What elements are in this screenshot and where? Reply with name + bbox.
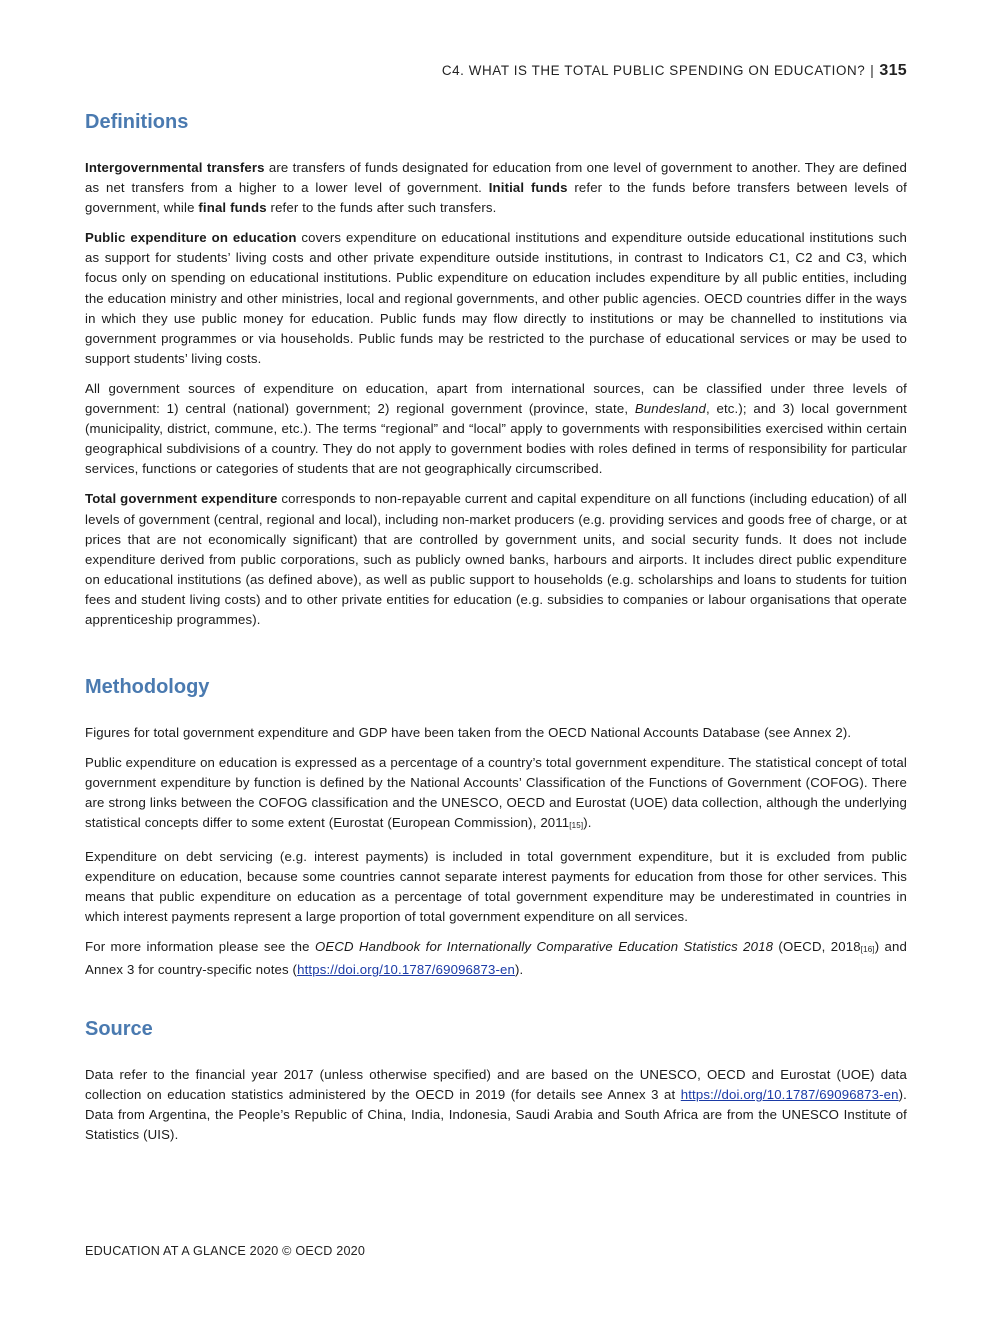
methodology-paragraph-4: For more information please see the OECD Handbook for Internationally Comparative Education Statistics 2018 (OECD, $2018_{[16]}$) and Annex 3 for country-specific notes (https://doi.org/10.1787/69096873-en). [85, 938, 908, 977]
page-content [85, 108, 907, 1155]
running-header [85, 62, 907, 80]
term-public-expenditure: Public expenditure on education [85, 230, 297, 246]
page-footer: EDUCATION AT A GLANCE 2020 © OECD 2020 [85, 1244, 366, 1258]
handbook-title: OECD Handbook for Internationally Comparative Education Statistics 2018 [314, 938, 774, 954]
source-paragraph-1: Data refer to the financial year 2017 (unless otherwise specified) and are based on the UNESCO, OECD and Eurostat (UOE) data collection on education statistics administered by the OECD in 2019 (for details see Annex 3 at https://doi.org/10.1787/69096873-en). Data from Argentina, the People’s Republic of China, India, Indonesia, Saudi Arabia and South Africa are from the UNESCO Institute of Statistics (UIS). [85, 1067, 907, 1143]
term-final-funds: final funds [198, 200, 267, 216]
term-bundesland: Bundesland [634, 401, 706, 417]
annex-3-link[interactable]: https://doi.org/10.1787/69096873-en [297, 962, 515, 977]
definitions-heading: Definitions [85, 111, 189, 133]
definitions-paragraph-3: All government sources of expenditure on education, apart from international sources, can be classified under three levels of government: 1) central (national) government; 2) regional government (province, state, Bundesland, etc.); and 3) local government (municipality, district, commune, etc.). The terms “regional” and “local” apply to governments with responsibilities exercised within certain geographical subdivisions of a country. They do not apply to government bodies with roles defined in terms of responsibility for particular services, functions or categories of students that are not geographically circumscribed. [85, 380, 907, 477]
source-heading: Source [85, 1018, 153, 1041]
definitions-paragraph-4: Total government expenditure corresponds to non-repayable current and capital expenditure on all functions (including education) of all levels of government (central, regional and local), including non-market producers (e.g. providing services and goods free of charge, or at prices that are not economically significant) that are controlled by government units, and social security funds. It does not include expenditure derived from public corporations, such as publicly owned banks, harbours and airports. It includes direct public expenditure on educational institutions (as defined above), as well as public support to households (e.g. scholarships and loans to students for tuition fees and student living costs) and to other private entities for education (e.g. subsidies to companies or labour organisations that operate apprenticeship programmes). [85, 491, 907, 627]
methodology-paragraph-3: Expenditure on debt servicing (e.g. interest payments) is included in total government expenditure, but it is excluded from public expenditure on education, because some countries cannot separate interest payments for education from those for other services. This means that public expenditure on education as a percentage of total government expenditure may be underestimated in countries in which interest payments represent a large proportion of total government expenditure on all services. [85, 848, 907, 924]
reference-15: [15] [569, 821, 584, 831]
page-number: 315 [879, 62, 907, 79]
methodology-paragraph-1: Figures for total government expenditure and GDP have been taken from the OECD National Accounts Database (see Annex 2). [85, 725, 852, 741]
definitions-paragraph-2: Public expenditure on education covers expenditure on educational institutions and expenditure outside educational institutions such as support for students’ living costs and other private expenditure outside institutions, in contrast to Indicators C1, C2 and C3, which focus only on spending on educational institutions. Public expenditure on education includes expenditure by all public entities, including the education ministry and other ministries, local and regional governments, and other public agencies. OECD countries differ in the ways in which they use public money for education. Public funds may flow directly to institutions or may be channelled to institutions via government programmes or via households. Public funds may be restricted to the purchase of educational services or may be used to support students’ living costs. [85, 230, 907, 366]
methodology-heading: Methodology [85, 676, 210, 699]
methodology-paragraph-2: Public expenditure on education is expressed as a percentage of a country’s total government expenditure. The statistical concept of total government expenditure by function is defined by the National Accounts’ Classification of the Functions of Government (COFOG). There are strong links between the COFOG classification and the UNESCO, OECD and Eurostat (UOE) data collection, although the underlying statistical concepts differ to some extent (Eurostat (European Commission), $2011_{[15]}$). [85, 755, 907, 831]
term-initial-funds: Initial funds [488, 180, 568, 196]
reference-16: [16] [860, 944, 875, 954]
running-title: C4. WHAT IS THE TOTAL PUBLIC SPENDING ON EDUCATION? [441, 63, 866, 78]
header-separator: | [870, 63, 875, 78]
term-intergovernmental-transfers: Intergovernmental transfers [85, 160, 265, 175]
source-annex-link[interactable]: https://doi.org/10.1787/69096873-en [680, 1087, 899, 1103]
definitions-paragraph-1: Intergovernmental transfers are transfers of funds designated for education from one level of government to another. They are defined as net transfers from a higher to a lower level of government. Initial funds refer to the funds before transfers between levels of government, while final funds refer to the funds after such transfers. [85, 160, 908, 216]
term-total-government-expenditure: Total government expenditure [85, 491, 278, 507]
